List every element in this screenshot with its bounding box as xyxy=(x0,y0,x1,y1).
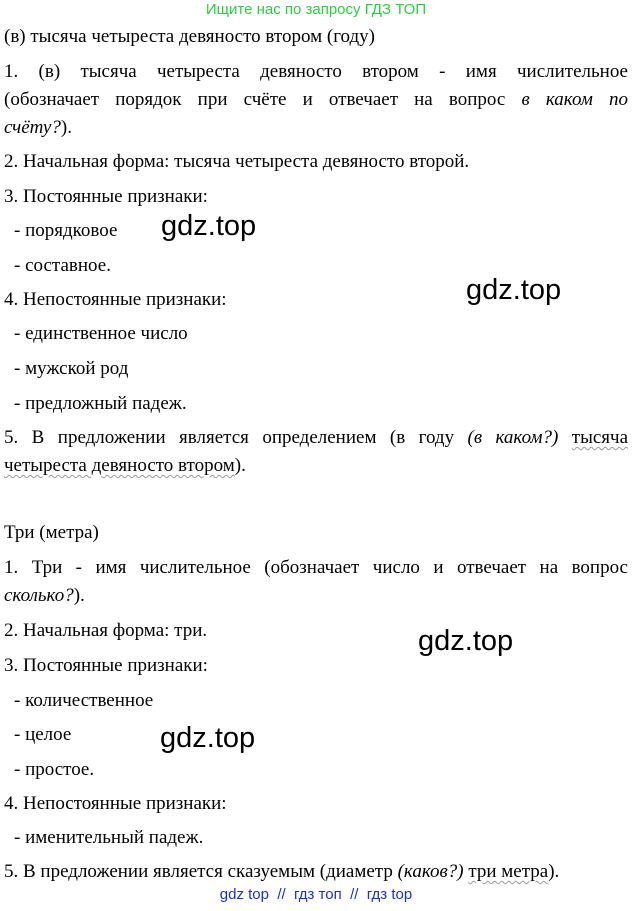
block2-p5 xyxy=(4,860,628,884)
text: 5. В предложении является сказуемым (диаметр xyxy=(4,861,393,882)
list-item: - простое. xyxy=(14,759,95,780)
block1-p1-line3 xyxy=(4,116,628,140)
underlined-word: три метра xyxy=(468,861,549,882)
block1-p1-line1: 1. (в) тысяча четыреста девяносто втором - имя числительное xyxy=(4,61,628,82)
block2-p3: 3. Постоянные признаки: xyxy=(4,655,208,676)
block2-p1-line1: 1. Три - имя числительное (обозначает число и отвечает на вопрос xyxy=(4,557,628,578)
underlined-word: тысяча xyxy=(571,427,629,448)
block1-p4: 4. Непостоянные признаки: xyxy=(4,289,227,310)
text: ). xyxy=(73,585,85,606)
underlined-word: четыреста девяносто втором xyxy=(4,455,235,476)
watermark: gdz.top xyxy=(160,722,256,754)
list-item: - единственное число xyxy=(14,323,188,344)
block1-p3: 3. Постоянные признаки: xyxy=(4,186,208,207)
question: сколько? xyxy=(4,585,74,606)
watermark: gdz.top xyxy=(161,210,257,242)
list-item: - мужской род xyxy=(14,358,129,379)
text: ). xyxy=(60,117,72,138)
block1-p5-line2 xyxy=(4,454,628,478)
question: в каком по xyxy=(521,89,628,110)
list-item: - целое xyxy=(14,724,72,745)
block2-p1-line2 xyxy=(4,584,628,608)
text: 5. В предложении является определением (в году xyxy=(4,427,455,448)
question: (в каком?) xyxy=(467,427,559,448)
block2-p2: 2. Начальная форма: три. xyxy=(4,620,208,641)
list-item: - именительный падеж. xyxy=(14,827,204,848)
list-item: - предложный падеж. xyxy=(14,393,187,414)
block1-p5-line1 xyxy=(4,426,628,450)
text: ). xyxy=(234,455,246,476)
block2-title: Три (метра) xyxy=(4,522,99,543)
watermark: gdz.top xyxy=(466,274,562,306)
watermark: gdz.top xyxy=(418,625,514,657)
block1-p1-line2 xyxy=(4,88,628,112)
text: (обозначает порядок при счёте и отвечает на вопрос xyxy=(4,89,506,110)
list-item: - количественное xyxy=(14,690,154,711)
question: счёту? xyxy=(4,117,61,138)
block2-p4: 4. Непостоянные признаки: xyxy=(4,793,227,814)
block1-p2: 2. Начальная форма: тысяча четыреста девяносто второй. xyxy=(4,151,470,172)
footer-links[interactable]: gdz top // гдз топ // гдз top xyxy=(219,886,413,903)
block1-title: (в) тысяча четыреста девяносто втором (году) xyxy=(4,26,375,47)
search-banner[interactable]: Ищите нас по запросу ГДЗ ТОП xyxy=(205,1,427,18)
question: (каков?) xyxy=(397,861,464,882)
list-item: - составное. xyxy=(14,255,111,276)
list-item: - порядковое xyxy=(14,220,118,241)
text: ). xyxy=(548,861,560,882)
